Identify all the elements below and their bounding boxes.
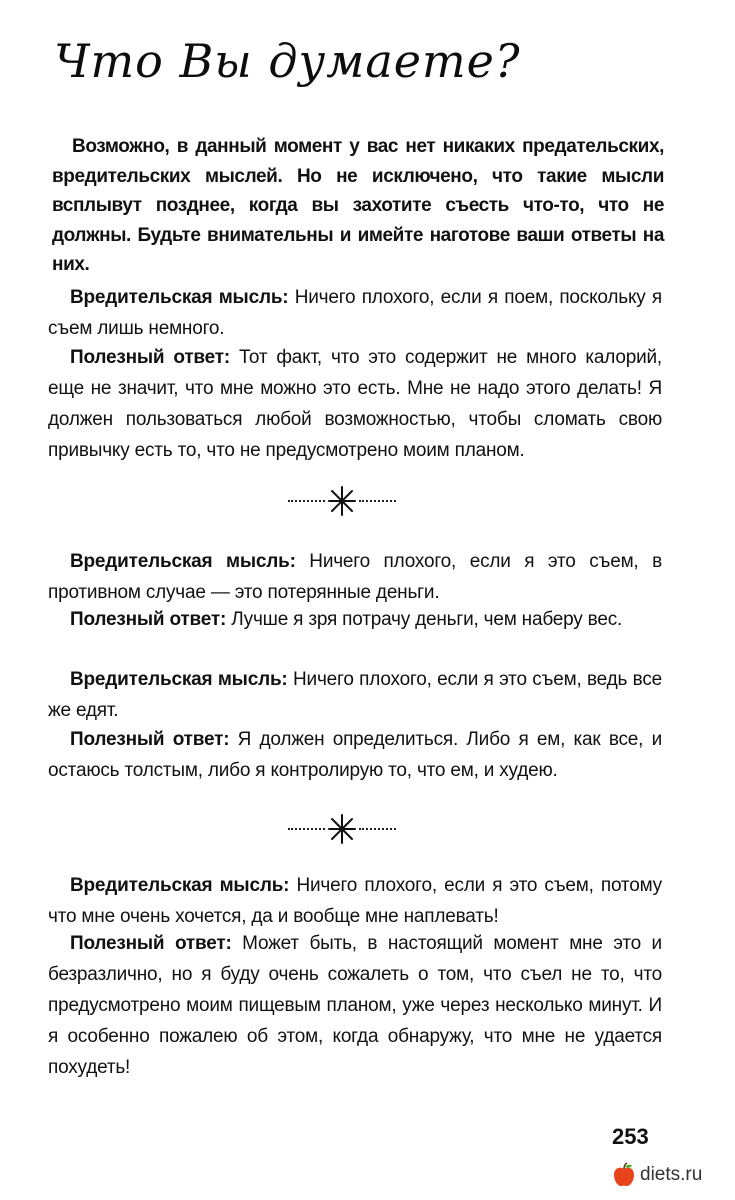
divider-dots-right (359, 500, 396, 502)
asterisk-star-icon (325, 486, 359, 516)
divider-dots-left (288, 500, 325, 502)
section-divider (288, 814, 396, 844)
divider-dots-right (359, 828, 396, 830)
asterisk-star-icon (325, 814, 359, 844)
helpful-answer-4 (48, 928, 662, 1083)
harmful-label: Вредительская мысль: (70, 875, 290, 896)
harmful-text: Ничего плохого, если я поем, поскольку я съем лишь немного. (48, 287, 662, 339)
harmful-text: Ничего плохого, если я это съем, в противном случае — это потерянные деньги. (48, 551, 662, 603)
intro-paragraph: Возможно, в данный момент у вас нет никаких предательских, вредительских мыслей. Но не исключено, что такие мысли всплывут позднее, когда вы захотите съесть что-то, что не должны. Будьте внимательны и имейте наготове ваши ответы на них. (52, 136, 664, 275)
helpful-answer-1 (48, 342, 662, 466)
apple-logo-icon (612, 1162, 636, 1188)
helpful-label: Полезный ответ: (70, 347, 231, 368)
harmful-thought-4 (48, 870, 662, 932)
watermark-text: diets.ru (640, 1164, 703, 1185)
helpful-text: Лучше я зря потрачу деньги, чем наберу вес. (231, 609, 623, 630)
helpful-text: Я должен определиться. Либо я ем, как все, и остаюсь толстым, либо я контролирую то, что ем, и худею. (48, 729, 662, 781)
helpful-text: Может быть, в настоящий момент мне это и безразлично, но я буду очень сожалеть о том, что съел не то, что предусмотрено моим пищевым планом, уже через несколько минут. И я особенно пожалею об этом, когда обнаружу, что мне не удается похудеть! (48, 933, 662, 1078)
harmful-text: Ничего плохого, если я это съем, потому что мне очень хочется, да и вообще мне наплевать! (48, 875, 662, 927)
page-title: Что Вы думаете? (54, 34, 521, 88)
harmful-label: Вредительская мысль: (70, 287, 289, 308)
helpful-label: Полезный ответ: (70, 933, 232, 954)
helpful-text: Тот факт, что это содержит не много калорий, еще не значит, что мне можно это есть. Мне не надо этого делать! Я должен пользоваться любой возможностью, чтобы сломать свою привычку есть то, что не предусмотрено моим планом. (48, 347, 662, 461)
harmful-label: Вредительская мысль: (70, 669, 288, 690)
harmful-label: Вредительская мысль: (70, 551, 296, 572)
harmful-thought-2 (48, 546, 662, 608)
helpful-answer-3 (48, 724, 662, 786)
page-number: 253 (612, 1124, 649, 1149)
harmful-thought-3 (48, 664, 662, 726)
divider-dots-left (288, 828, 325, 830)
helpful-answer-2 (48, 604, 662, 635)
helpful-label: Полезный ответ: (70, 729, 230, 750)
harmful-text: Ничего плохого, если я это съем, ведь все же едят. (48, 669, 662, 721)
harmful-thought-1 (48, 282, 662, 344)
helpful-label: Полезный ответ: (70, 609, 227, 630)
section-divider (288, 486, 396, 516)
site-watermark[interactable] (612, 1162, 702, 1188)
